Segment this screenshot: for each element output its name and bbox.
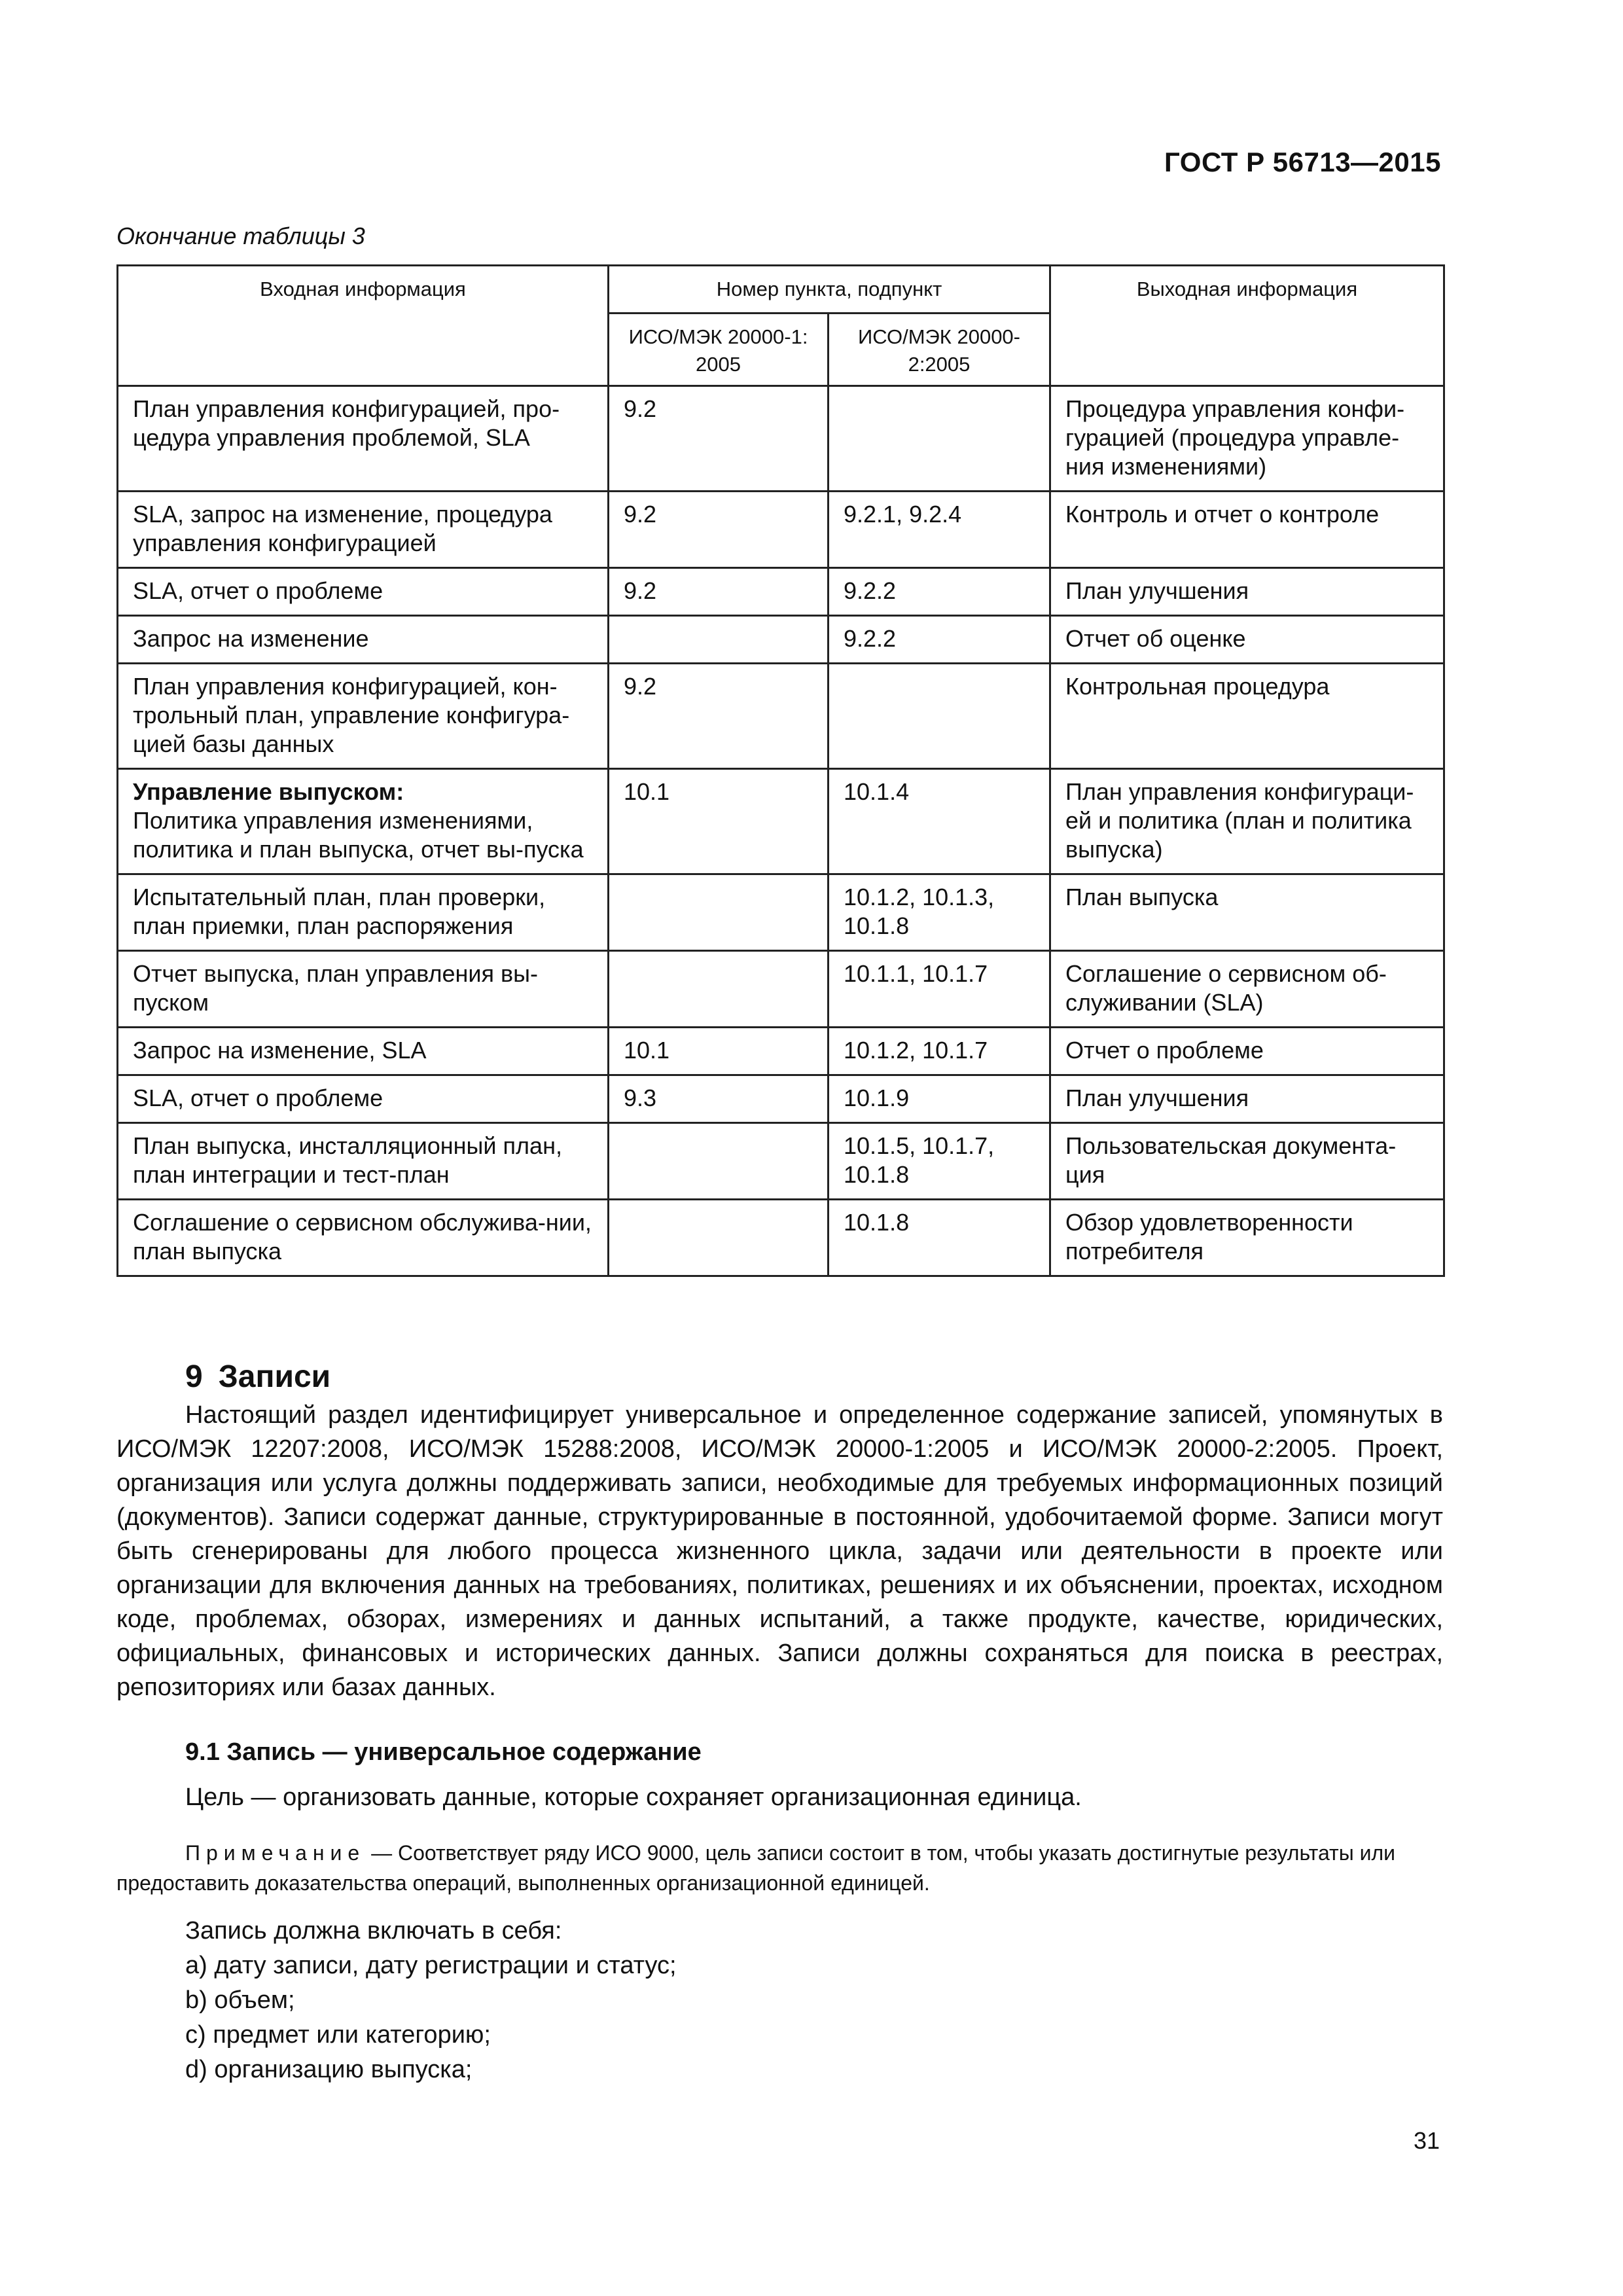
cell-input [118,769,609,874]
note-label: Примечание [185,1841,366,1865]
cell-iso-20000-1 [609,874,829,951]
cell-input [118,616,609,664]
cell-iso-20000-1: 9.3 [609,1075,829,1123]
table-body [118,386,1444,1276]
document-code: ГОСТ Р 56713—2015 [1164,147,1441,177]
table-row [118,616,1444,664]
note-text: — Соответствует ряду ИСО 9000, цель записи состоит в том, чтобы указать достигнутые результаты или предоставить доказательства операций, выполненных организационной единицей. [116,1841,1395,1895]
cell-iso-20000-1: 9.2 [609,568,829,616]
cell-input-text: План управления конфигурацией, кон-трольный план, управление конфигура-цией базы данных [133,673,570,757]
cell-input [118,1075,609,1123]
cell-input-text: Запрос на изменение [133,625,369,652]
list-item: c) предмет или категорию; [185,2021,491,2049]
cell-iso-20000-2: 10.1.8 [829,1200,1050,1276]
section-title: Записи [218,1359,331,1394]
cell-iso-20000-2: 9.2.1, 9.2.4 [829,492,1050,568]
cell-input [118,1028,609,1075]
cell-input-text: Политика управления изменениями, политика и план выпуска, отчет вы-пуска [133,807,584,863]
cell-output: Пользовательская документа-ция [1050,1123,1444,1200]
cell-iso-20000-2: 10.1.4 [829,769,1050,874]
cell-iso-20000-1 [609,616,829,664]
cell-input [118,1200,609,1276]
cell-iso-20000-1 [609,1200,829,1276]
section-number: 9 [185,1359,203,1394]
cell-input-text: Испытательный план, план проверки, план приемки, план распоряжения [133,884,546,939]
cell-iso-20000-1: 9.2 [609,664,829,769]
cell-iso-20000-2: 10.1.9 [829,1075,1050,1123]
list-item: d) организацию выпуска; [185,2056,473,2083]
cell-iso-20000-2: 9.2.2 [829,616,1050,664]
table-row [118,951,1444,1028]
cell-input [118,386,609,492]
cell-output: Контрольная процедура [1050,664,1444,769]
cell-input-text: SLA, отчет о проблеме [133,1085,383,1111]
cell-input [118,951,609,1028]
cell-input [118,1123,609,1200]
cell-iso-20000-1: 9.2 [609,492,829,568]
table-row [118,1123,1444,1200]
note [116,1838,1443,1898]
cell-input-text: Соглашение о сервисном обслужива-нии, план выпуска [133,1209,592,1265]
cell-output: Обзор удовлетворенности потребителя [1050,1200,1444,1276]
table-row [118,1200,1444,1276]
section-paragraph: Настоящий раздел идентифицирует универсальное и определенное содержание записей, упомянутых в ИСО/МЭК 12207:2008, ИСО/МЭК 15288:2008, ИСО/МЭК 20000-1:2005 и ИСО/МЭК 20000-2:2005. Проект, организация или услуга должны поддерживать записи, необходимые для требуемых информационных позиций (документов). Записи содержат данные, структурированные в постоянной, удобочитаемой форме. Записи могут быть сгенерированы для любого процесса жизненного цикла, задачи или деятельности в проекте или организации для включения данных на требованиях, политиках, решениях и их объяснении, проектах, исходном коде, проблемах, обзорах, измерениях и данных испытаний, а также продукте, качестве, юридических, официальных, финансовых и исторических данных. Записи должны сохраняться для поиска в реестрах, репозиториях или базах данных. [116,1401,1443,1701]
table-row [118,769,1444,874]
record-contents-list [185,1914,677,2087]
table-3-continuation [116,264,1445,1277]
cell-output: Отчет об оценке [1050,616,1444,664]
cell-output: Контроль и отчет о контроле [1050,492,1444,568]
cell-input-text: SLA, отчет о проблеме [133,577,383,604]
table-row [118,1028,1444,1075]
cell-input [118,568,609,616]
cell-output: План улучшения [1050,1075,1444,1123]
list-intro: Запись должна включать в себя: [185,1917,562,1945]
section-heading [185,1359,330,1395]
cell-output: Отчет о проблеме [1050,1028,1444,1075]
cell-input [118,492,609,568]
cell-input [118,664,609,769]
table-row [118,664,1444,769]
cell-iso-20000-2: 10.1.2, 10.1.7 [829,1028,1050,1075]
cell-output: Процедура управления конфи-гурацией (процедура управле-ния изменениями) [1050,386,1444,492]
header-input: Входная информация [118,266,609,386]
cell-output: Соглашение о сервисном об-служивании (SLA) [1050,951,1444,1028]
subsection-heading: 9.1 Запись — универсальное содержание [185,1738,702,1766]
cell-input [118,874,609,951]
header-clause: Номер пункта, подпункт [609,266,1050,314]
cell-iso-20000-1: 10.1 [609,1028,829,1075]
cell-iso-20000-1: 10.1 [609,769,829,874]
cell-output: План выпуска [1050,874,1444,951]
cell-iso-20000-2 [829,664,1050,769]
header-iso-20000-1: ИСО/МЭК 20000-1: 2005 [609,314,829,386]
cell-iso-20000-2 [829,386,1050,492]
table-row [118,492,1444,568]
page-number: 31 [1413,2127,1440,2154]
table-row [118,1075,1444,1123]
cell-iso-20000-2: 10.1.2, 10.1.3, 10.1.8 [829,874,1050,951]
cell-input-text: Запрос на изменение, SLA [133,1037,427,1064]
cell-iso-20000-2: 9.2.2 [829,568,1050,616]
cell-output: План управления конфигураци-ей и политика (план и политика выпуска) [1050,769,1444,874]
cell-iso-20000-1: 9.2 [609,386,829,492]
cell-iso-20000-2: 10.1.5, 10.1.7, 10.1.8 [829,1123,1050,1200]
cell-output: План улучшения [1050,568,1444,616]
list-item: a) дату записи, дату регистрации и статус; [185,1952,677,1979]
header-output: Выходная информация [1050,266,1444,386]
cell-input-text: Отчет выпуска, план управления вы-пуском [133,960,538,1016]
cell-iso-20000-1 [609,951,829,1028]
table-row [118,568,1444,616]
goal-text: Цель — организовать данные, которые сохраняет организационная единица. [185,1784,1082,1811]
table-row [118,874,1444,951]
table-row [118,386,1444,492]
cell-input-title: Управление выпуском: [133,778,404,805]
header-iso-20000-2: ИСО/МЭК 20000-2:2005 [829,314,1050,386]
cell-input-text: SLA, запрос на изменение, процедура управления конфигурацией [133,501,552,556]
cell-iso-20000-1 [609,1123,829,1200]
cell-input-text: План выпуска, инсталляционный план, план интеграции и тест-план [133,1132,562,1188]
cell-iso-20000-2: 10.1.1, 10.1.7 [829,951,1050,1028]
list-item: b) объем; [185,1986,295,2014]
table-caption: Окончание таблицы 3 [116,223,365,249]
cell-input-text: План управления конфигурацией, про-цедура управления проблемой, SLA [133,395,560,451]
